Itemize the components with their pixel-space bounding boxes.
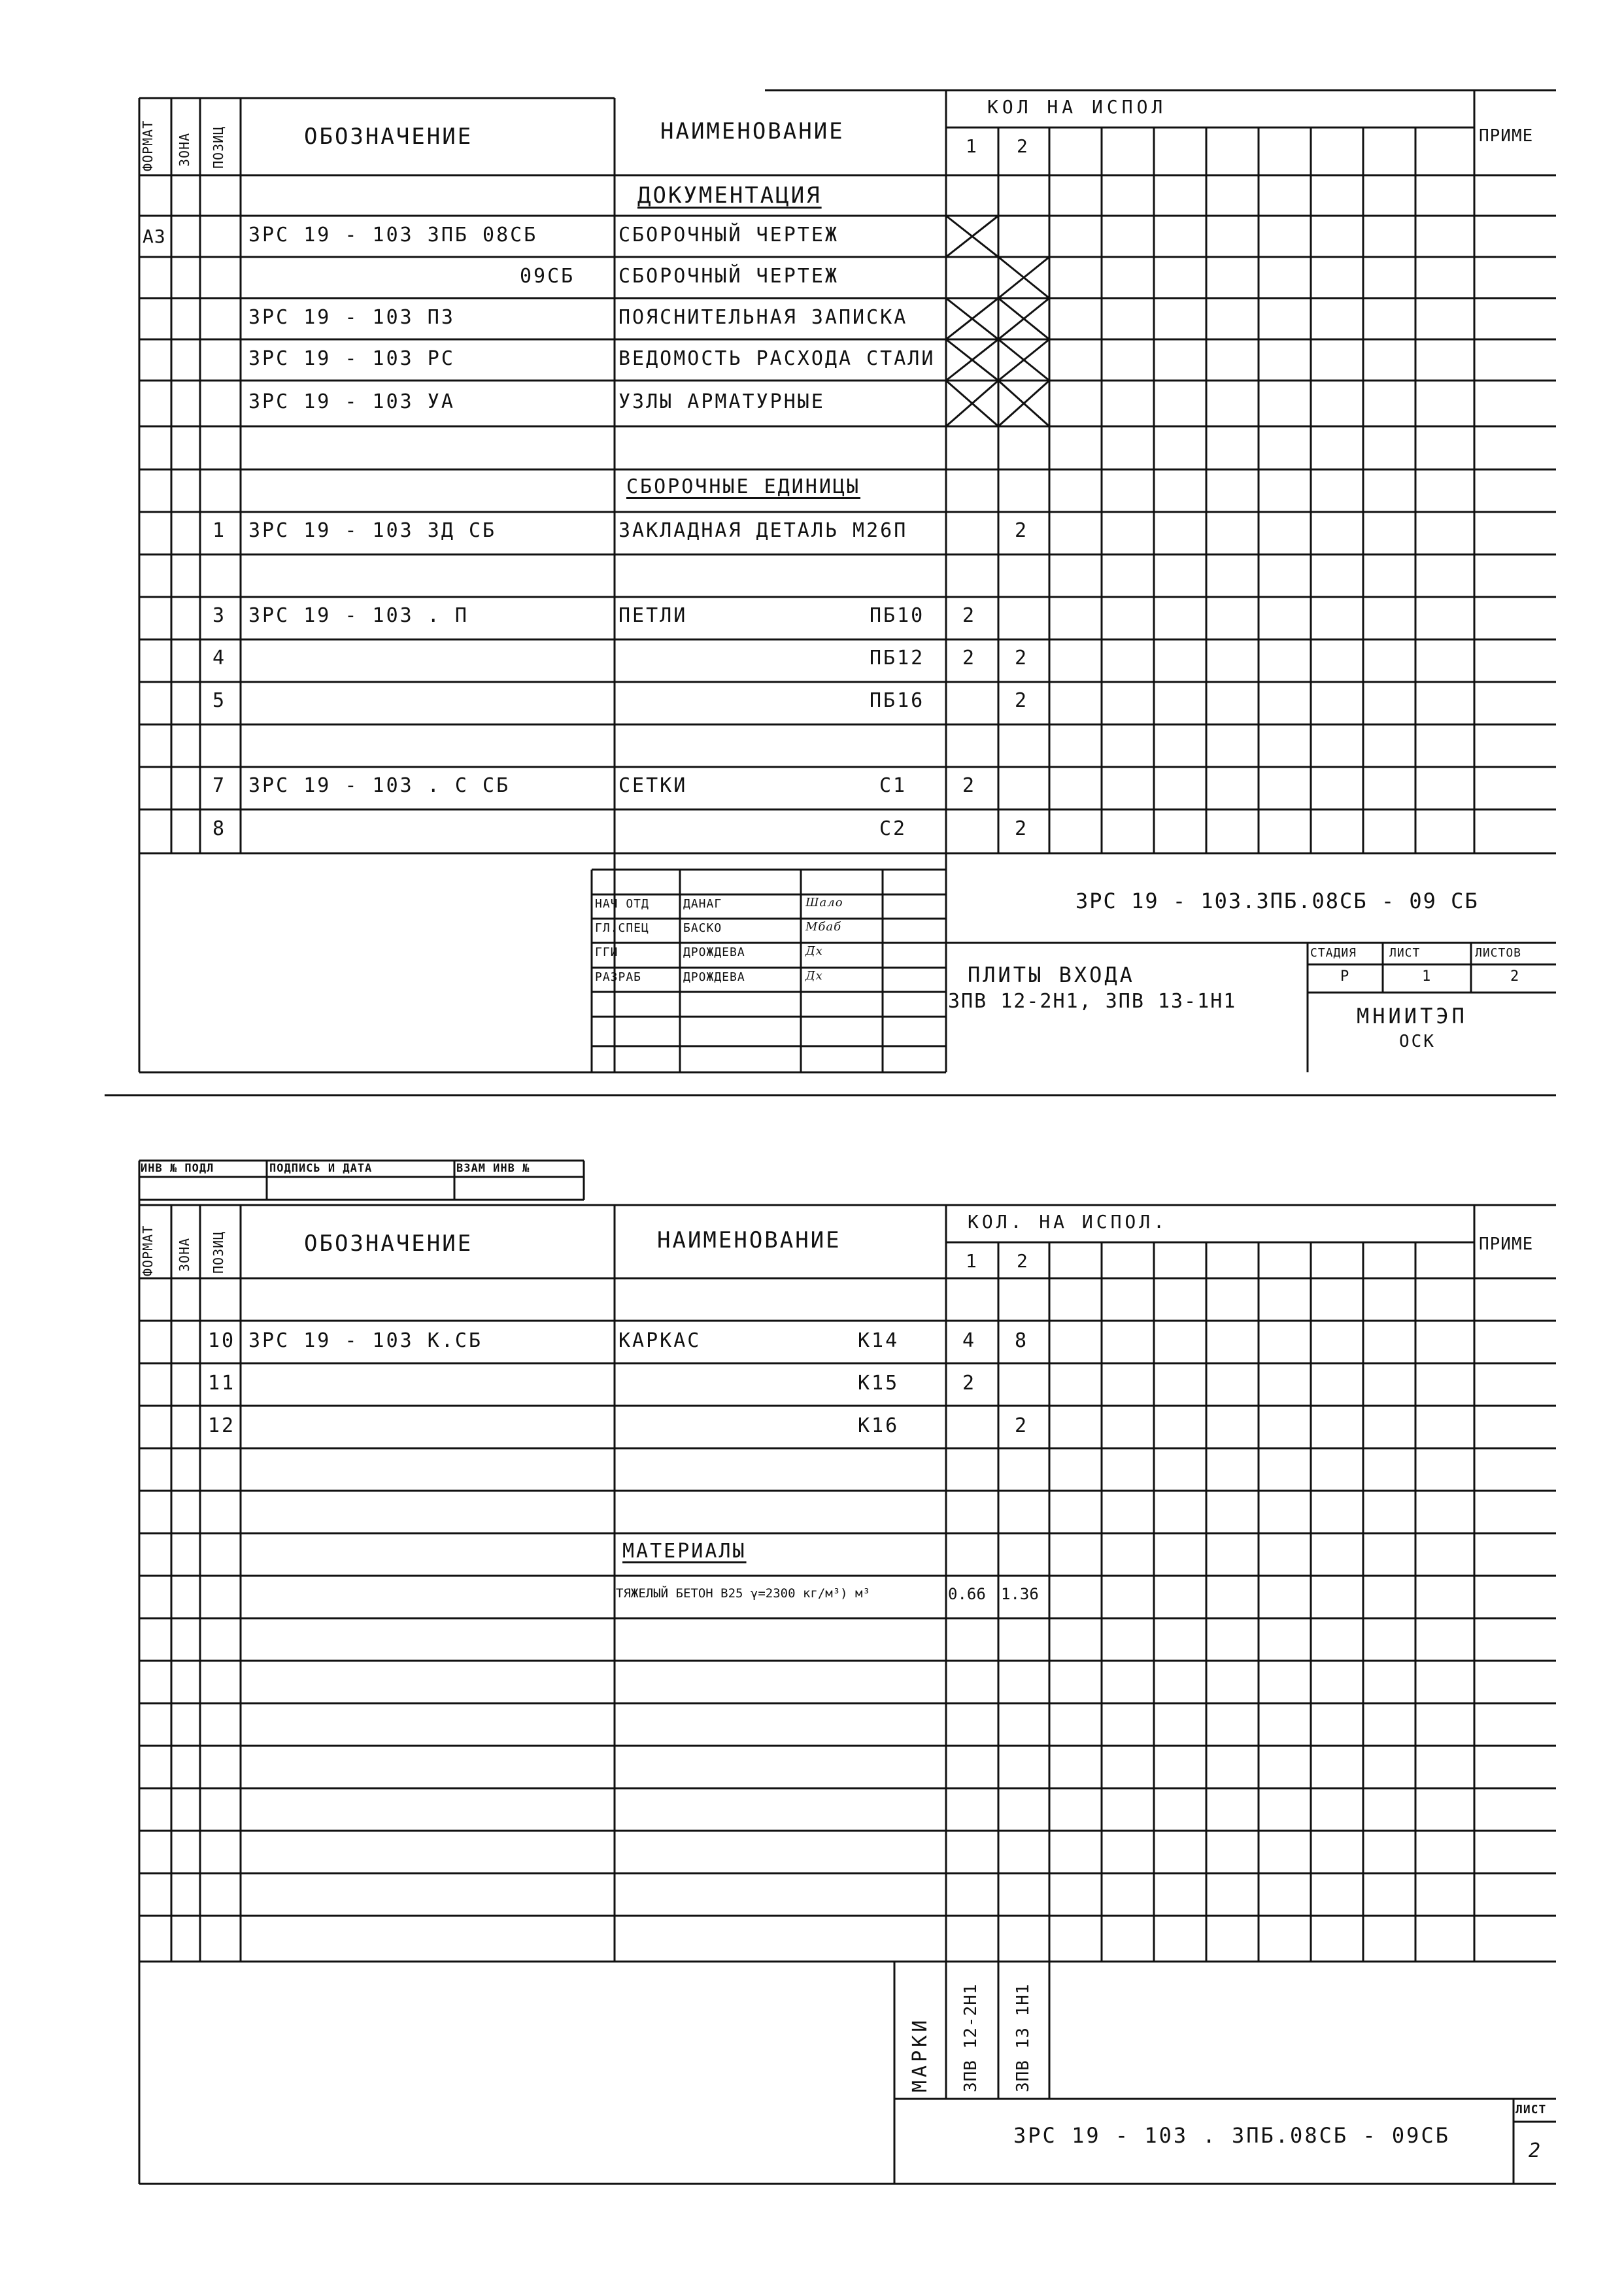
name-cell: СЕТКИ bbox=[618, 774, 688, 797]
format-header: ФОРМАТ bbox=[140, 120, 156, 171]
document-subtitle: ЗПВ 12-2Н1, ЗПВ 13-1Н1 bbox=[948, 990, 1237, 1013]
designation-cell: 09СБ bbox=[520, 265, 575, 288]
designation-cell: ЗРС 19 - 103 К.СБ bbox=[248, 1329, 483, 1352]
qty2-cell: 2 bbox=[1015, 519, 1029, 542]
name-cell: ЗАКЛАДНАЯ ДЕТАЛЬ М26П bbox=[618, 519, 908, 542]
qty1-cell: 2 bbox=[962, 1372, 977, 1395]
sign-date-label: ПОДПИСЬ И ДАТА bbox=[269, 1162, 373, 1175]
sheet-value: 1 bbox=[1422, 968, 1432, 985]
sheets-label: ЛИСТОВ bbox=[1475, 946, 1522, 960]
zone-header: ЗОНА bbox=[177, 132, 192, 167]
position-cell: 5 bbox=[212, 689, 227, 712]
name-cell: КАРКАС bbox=[618, 1329, 702, 1352]
stamp-role: ГГИ bbox=[595, 945, 618, 959]
note-header: ПРИМЕ bbox=[1479, 126, 1534, 146]
name-cell: ПЕТЛИ bbox=[618, 604, 688, 627]
qty2-cell: 2 bbox=[1015, 689, 1029, 712]
position-cell: 12 bbox=[208, 1414, 236, 1437]
name-cell: ВЕДОМОСТЬ РАСХОДА СТАЛИ bbox=[618, 347, 936, 370]
name-header: НАИМЕНОВАНИЕ bbox=[657, 1227, 841, 1253]
name-header: НАИМЕНОВАНИЕ bbox=[660, 118, 845, 144]
qty2-cell: 1.36 bbox=[1001, 1585, 1039, 1603]
position-cell: 7 bbox=[212, 774, 227, 797]
stamp-role: РАЗРАБ bbox=[595, 970, 642, 984]
qty1-cell: 2 bbox=[962, 647, 977, 670]
stamp-person: ДРОЖДЕВА bbox=[683, 945, 745, 959]
qty2-cell: 2 bbox=[1015, 817, 1029, 840]
stamp-signature: Мбаб bbox=[805, 920, 842, 934]
mark-cell: К14 bbox=[858, 1329, 900, 1352]
stamp-role: НАЧ ОТД bbox=[595, 897, 649, 911]
name-cell: СБОРОЧНЫЙ ЧЕРТЕЖ bbox=[618, 265, 839, 288]
replacement-label: ВЗАМ ИНВ № bbox=[456, 1162, 530, 1175]
designation-cell: ЗРС 19 - 103 ПЗ bbox=[248, 306, 455, 329]
stamp-person: ДАНАГ bbox=[683, 897, 722, 911]
position-cell: 1 bbox=[212, 519, 227, 542]
qty2-cell: 2 bbox=[1015, 647, 1029, 670]
stage-label: СТАДИЯ bbox=[1310, 946, 1357, 960]
designation-cell: ЗРС 19 - 103 ЗД СБ bbox=[248, 519, 497, 542]
section-materials: МАТЕРИАЛЫ bbox=[622, 1540, 747, 1563]
stamp-signature: Шало bbox=[805, 896, 843, 910]
qty-col-1: 1 bbox=[966, 1250, 977, 1272]
qty2-cell: 2 bbox=[1015, 1414, 1029, 1437]
document-code: ЗРС 19 - 103 . ЗПБ.08СБ - 09СБ bbox=[1013, 2123, 1450, 2148]
mark-cell: ПБ12 bbox=[870, 647, 925, 670]
organization-unit: ОСК bbox=[1399, 1032, 1436, 1051]
mark-cell: ПБ10 bbox=[870, 604, 925, 627]
quantity-header: КОЛ НА ИСПОЛ bbox=[987, 96, 1167, 118]
sheets-value: 2 bbox=[1510, 968, 1520, 985]
sheet-label: ЛИСТ bbox=[1389, 946, 1421, 960]
mark-column-1: ЗПВ 12-2Н1 bbox=[961, 1983, 981, 2092]
qty-col-2: 2 bbox=[1017, 1250, 1028, 1272]
designation-cell: ЗРС 19 - 103 УА bbox=[248, 390, 455, 413]
sheet-label: ЛИСТ bbox=[1515, 2103, 1547, 2116]
stamp-signature: Дх bbox=[805, 944, 823, 958]
qty1-cell: 0.66 bbox=[948, 1585, 986, 1603]
mark-cell: К16 bbox=[858, 1414, 900, 1437]
position-cell: 3 bbox=[212, 604, 227, 627]
position-cell: 10 bbox=[208, 1329, 236, 1352]
section-assembly-units: СБОРОЧНЫЕ ЕДИНИЦЫ bbox=[626, 475, 861, 498]
designation-header: ОБОЗНАЧЕНИЕ bbox=[304, 124, 473, 150]
name-cell: ТЯЖЕЛЫЙ БЕТОН В25 γ=2300 кг/м³) м³ bbox=[616, 1586, 870, 1601]
note-header: ПРИМЕ bbox=[1479, 1234, 1534, 1254]
marks-label: МАРКИ bbox=[909, 2016, 932, 2092]
sheet-number: 2 bbox=[1529, 2139, 1543, 2162]
designation-header: ОБОЗНАЧЕНИЕ bbox=[304, 1231, 473, 1257]
inventory-label: ИНВ № ПОДЛ bbox=[141, 1162, 214, 1175]
designation-cell: ЗРС 19 - 103 РС bbox=[248, 347, 455, 370]
qty-col-1: 1 bbox=[966, 135, 977, 157]
stamp-role: ГЛ.СПЕЦ bbox=[595, 921, 649, 935]
designation-cell: ЗРС 19 - 103 . С СБ bbox=[248, 774, 511, 797]
mark-cell: ПБ16 bbox=[870, 689, 925, 712]
qty1-cell: 2 bbox=[962, 774, 977, 797]
qty2-cell: 8 bbox=[1015, 1329, 1029, 1352]
document-title: ПЛИТЫ ВХОДА bbox=[968, 962, 1135, 987]
mark-column-2: ЗПВ 13 1Н1 bbox=[1013, 1983, 1033, 2092]
zone-header: ЗОНА bbox=[177, 1237, 192, 1272]
qty1-cell: 4 bbox=[962, 1329, 977, 1352]
position-header: ПОЗИЦ bbox=[211, 1231, 226, 1274]
format-header: ФОРМАТ bbox=[140, 1225, 156, 1276]
name-cell: ПОЯСНИТЕЛЬНАЯ ЗАПИСКА bbox=[618, 306, 908, 329]
quantity-header: КОЛ. НА ИСПОЛ. bbox=[968, 1211, 1168, 1232]
stamp-signature: Дх bbox=[805, 969, 823, 983]
format-cell: А3 bbox=[143, 226, 166, 247]
mark-cell: С2 bbox=[879, 817, 907, 840]
position-header: ПОЗИЦ bbox=[211, 126, 226, 169]
name-cell: СБОРОЧНЫЙ ЧЕРТЕЖ bbox=[618, 224, 839, 246]
organization-name: МНИИТЭП bbox=[1357, 1004, 1468, 1028]
designation-cell: ЗРС 19 - 103 . П bbox=[248, 604, 469, 627]
designation-cell: ЗРС 19 - 103 ЗПБ 08СБ bbox=[248, 224, 538, 246]
position-cell: 4 bbox=[212, 647, 227, 670]
stamp-person: ДРОЖДЕВА bbox=[683, 970, 745, 984]
qty1-cell: 2 bbox=[962, 604, 977, 627]
position-cell: 8 bbox=[212, 817, 227, 840]
name-cell: УЗЛЫ АРМАТУРНЫЕ bbox=[618, 390, 825, 413]
position-cell: 11 bbox=[208, 1372, 236, 1395]
stamp-person: БАСКО bbox=[683, 921, 722, 935]
document-code: ЗРС 19 - 103.ЗПБ.08СБ - 09 СБ bbox=[1075, 889, 1479, 913]
stage-value: Р bbox=[1340, 968, 1350, 985]
section-documentation: ДОКУМЕНТАЦИЯ bbox=[637, 182, 822, 209]
mark-cell: С1 bbox=[879, 774, 907, 797]
qty-col-2: 2 bbox=[1017, 135, 1028, 157]
mark-cell: К15 bbox=[858, 1372, 900, 1395]
